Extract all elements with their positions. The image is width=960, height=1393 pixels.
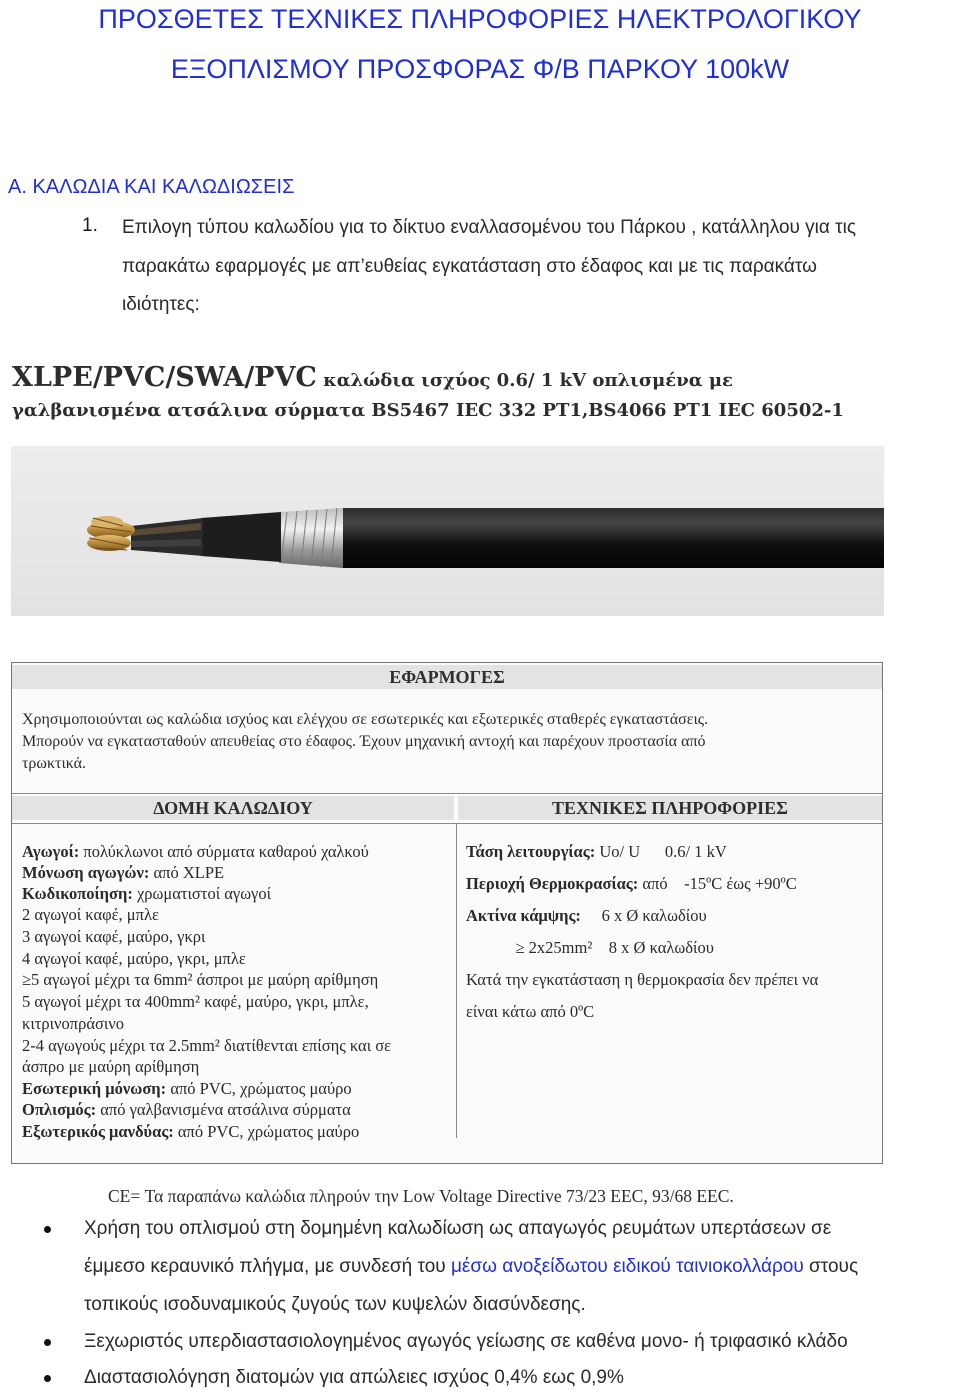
item-text-line1: Επιλογη τύπου καλωδίου για το δίκτυο εναλλασομένου του Πάρκου , κατάλληλου για τις — [122, 217, 857, 238]
applications-header: ΕΦΑΡΜΟΓΕΣ — [12, 665, 882, 689]
bullet-dot — [44, 1339, 51, 1346]
item-number: 1. — [82, 215, 98, 236]
structure-row: 5 αγωγοί μέχρι τα 400mm² καφέ, μαύρο, γκρι, μπλε, — [22, 992, 369, 1011]
steel-armour — [279, 508, 343, 568]
cable-spec-table — [11, 662, 883, 1164]
structure-header: ΔΟΜΗ ΚΑΛΩΔΙΟΥ — [12, 796, 454, 820]
image-title-line1 — [12, 362, 733, 393]
insulated-cores — [131, 518, 203, 556]
bullet-1-text-end: στους — [803, 1256, 859, 1277]
structure-row: Μόνωση αγωγών: από XLPE — [22, 863, 225, 882]
structure-row: άσπρο με μαύρη αρίθμηση — [22, 1057, 200, 1076]
technical-row: Τάση λειτουργίας: Uo/ U 0.6/ 1 kV — [466, 842, 727, 861]
structure-row: 4 αγωγοί καφέ, μαύρο, γκρι, μπλε — [22, 949, 246, 968]
structure-row: Αγωγοί: πολύκλωνοι από σύρματα καθαρού χαλκού — [22, 842, 369, 861]
clamp-link-text: μέσω ανοξείδωτου ειδικού ταινιοκολλάρου — [450, 1256, 804, 1277]
bullet-dot — [44, 1375, 51, 1382]
ce-compliance-note: CE= Τα παραπάνω καλώδια πληρούν την Low Voltage Directive 73/23 EEC, 93/68 EEC. — [108, 1186, 734, 1206]
item-text-line3: ιδιότητες: — [122, 294, 200, 315]
structure-row: Οπλισμός: από γαλβανισμένα ατσάλινα σύρματα — [22, 1100, 351, 1119]
cable-code: XLPE/PVC/SWA/PVC — [12, 362, 317, 393]
technical-row: ≥ 2x25mm² 8 x Ø καλωδίου — [466, 938, 714, 957]
image-title-line2: γαλβανισμένα ατσάλινα σύρματα BS5467 IEC 332 PT1,BS4066 PT1 IEC 60502-1 — [12, 400, 844, 421]
bullet-2: Ξεχωριστός υπερδιαστασιολογημένος αγωγός γείωσης σε καθένα μονο- ή τριφασικό κλάδο — [84, 1331, 848, 1352]
bullet-dot — [44, 1226, 51, 1233]
document-title-line2: ΕΞΟΠΛΙΣΜΟΥ ΠΡΟΣΦΟΡΑΣ Φ/Β ΠΑΡΚΟΥ 100kW — [170, 54, 790, 84]
technical-row: Περιοχή Θερμοκρασίας: από -15ºC έως +90ºC — [466, 874, 797, 893]
structure-row: Εσωτερική μόνωση: από PVC, χρώματος μαύρο — [22, 1079, 352, 1098]
technical-row: Κατά την εγκατάσταση η θερμοκρασία δεν πρέπει να — [466, 970, 819, 989]
document-title-line1: ΠΡΟΣΘΕΤΕΣ ΤΕΧΝΙΚΕΣ ΠΛΗΡΟΦΟΡΙΕΣ ΗΛΕΚΤΡΟΛΟΓΙΚΟΥ — [98, 4, 862, 34]
header-divider — [12, 823, 882, 824]
copper-conductors — [87, 516, 135, 551]
technical-row: Ακτίνα κάμψης: 6 x Ø καλωδίου — [466, 906, 707, 925]
applications-line2: Μπορούν να εγκατασταθούν απευθείας στο έδαφος. Έχουν μηχανική αντοχή και παρέχουν προστασία από — [22, 733, 706, 750]
image-title-rest: καλώδια ισχύος 0.6/ 1 kV οπλισμένα με — [316, 370, 733, 391]
structure-row: Εξωτερικός μανδύας: από PVC, χρώματος μαύρο — [22, 1122, 360, 1141]
structure-row: ≥5 αγωγοί μέχρι τα 6mm² άσπροι με μαύρη αρίθμηση — [22, 970, 379, 989]
section-heading: Α. ΚΑΛΩΔΙΑ ΚΑΙ ΚΑΛΩΔΙΩΣΕΙΣ — [8, 176, 295, 198]
bullet-1-line2 — [84, 1256, 858, 1278]
structure-row: 3 αγωγοί καφέ, μαύρο, γκρι — [22, 927, 206, 946]
column-divider — [456, 823, 457, 1138]
structure-row: κιτρινοπράσινο — [22, 1014, 125, 1033]
item-text-line2: παρακάτω εφαρμογές με απ’ευθείας εγκατάσταση στο έδαφος και με τις παρακάτω — [122, 256, 817, 277]
applications-line3: τρωκτικά. — [22, 755, 87, 772]
outer-sheath — [341, 508, 884, 568]
cable-photo — [11, 446, 884, 616]
bullet-1-line3: τοπικούς ισοδυναμικούς ζυγούς των κυψελών διασύνδεσης. — [84, 1294, 586, 1315]
inner-bedding — [201, 512, 281, 562]
technical-row: είναι κάτω από 0ºC — [466, 1002, 595, 1021]
structure-row: 2 αγωγοί καφέ, μπλε — [22, 905, 159, 924]
cable-illustration — [11, 446, 884, 616]
structure-row: 2-4 αγωγούς μέχρι τα 2.5mm² διατίθενται επίσης και σε — [22, 1036, 392, 1055]
bullet-1-line1: Χρήση του οπλισμού στη δομημένη καλωδίωση ως απαγωγός ρευμάτων υπερτάσεων σε — [84, 1218, 832, 1239]
structure-row: Κωδικοποίηση: χρωματιστοί αγωγοί — [22, 884, 272, 903]
applications-line1: Χρησιμοποιούνται ως καλώδια ισχύος και ελέγχου σε εσωτερικές και εξωτερικές σταθερές εγκαταστάσεις. — [22, 711, 709, 728]
bullet-1-text-start: έμμεσο κεραυνικό πλήγμα, με συνδεσή του — [84, 1256, 451, 1277]
table-divider — [12, 793, 882, 794]
bullet-3: Διαστασιολόγηση διατομών για απώλειες ισχύος 0,4% εως 0,9% — [84, 1367, 624, 1388]
technical-header: ΤΕΧΝΙΚΕΣ ΠΛΗΡΟΦΟΡΙΕΣ — [458, 796, 882, 820]
